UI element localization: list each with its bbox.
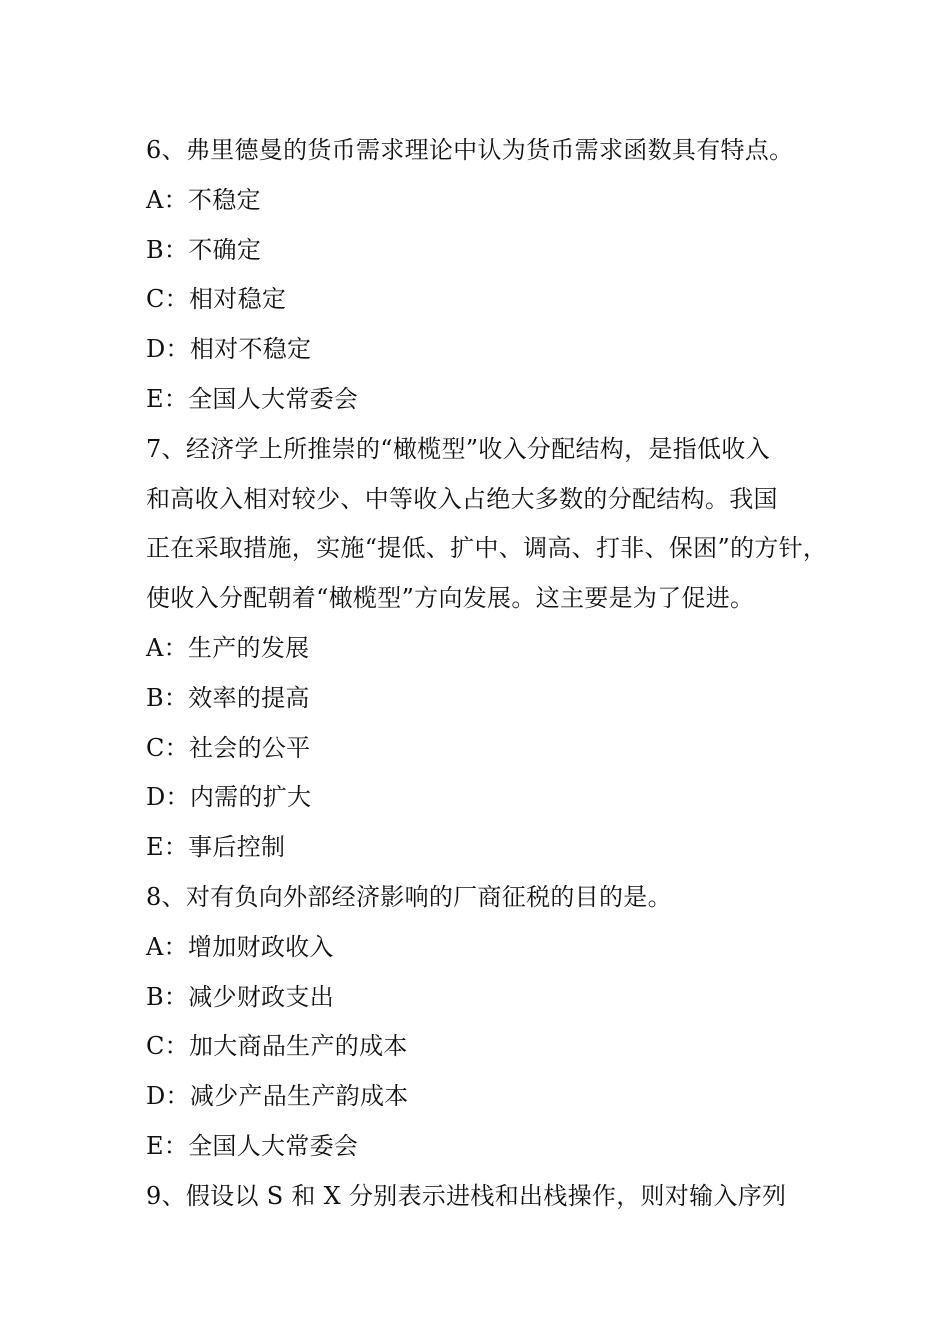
question-text: 9、假设以 S 和 X 分别表示进栈和出栈操作，则对输入序列 (146, 1181, 787, 1210)
option-d: D：内需的扩大 (146, 783, 312, 812)
option-a: A：生产的发展 (146, 633, 310, 662)
question-text: 7、经济学上所推崇的“橄榄型”收入分配结构，是指低收入 (146, 434, 770, 463)
question-9 (146, 1172, 826, 1222)
question-8 (146, 873, 826, 1172)
question-text: 和高收入相对较少、中等收入占绝大多数的分配结构。我国 (146, 484, 778, 513)
option-b: B：不确定 (146, 235, 262, 264)
option-e: E：全国人大常委会 (146, 1131, 359, 1160)
option-c: C：加大商品生产的成本 (146, 1032, 408, 1061)
question-text: 正在采取措施，实施“提低、扩中、调高、打非、保困”的方针， (146, 534, 828, 563)
question-text: 6、弗里德曼的货币需求理论中认为货币需求函数具有特点。 (146, 136, 794, 164)
option-a: A：不稳定 (146, 185, 261, 214)
option-c: C：社会的公平 (146, 733, 311, 762)
question-text: 使收入分配朝着“橄榄型”方向发展。这主要是为了促进。 (146, 584, 755, 613)
question-text: 8、对有负向外部经济影响的厂商征税的目的是。 (146, 882, 672, 911)
document-body (146, 126, 826, 1222)
option-b: B：效率的提高 (146, 683, 310, 712)
question-6 (146, 126, 826, 425)
option-e: E：全国人大常委会 (146, 384, 359, 413)
option-d: D：减少产品生产韵成本 (146, 1082, 409, 1111)
question-7 (146, 425, 826, 873)
option-c: C：相对稳定 (146, 285, 287, 314)
option-a: A：增加财政收入 (146, 932, 334, 961)
option-e: E：事后控制 (146, 833, 286, 862)
option-d: D：相对不稳定 (146, 335, 312, 364)
option-b: B：减少财政支出 (146, 982, 335, 1011)
